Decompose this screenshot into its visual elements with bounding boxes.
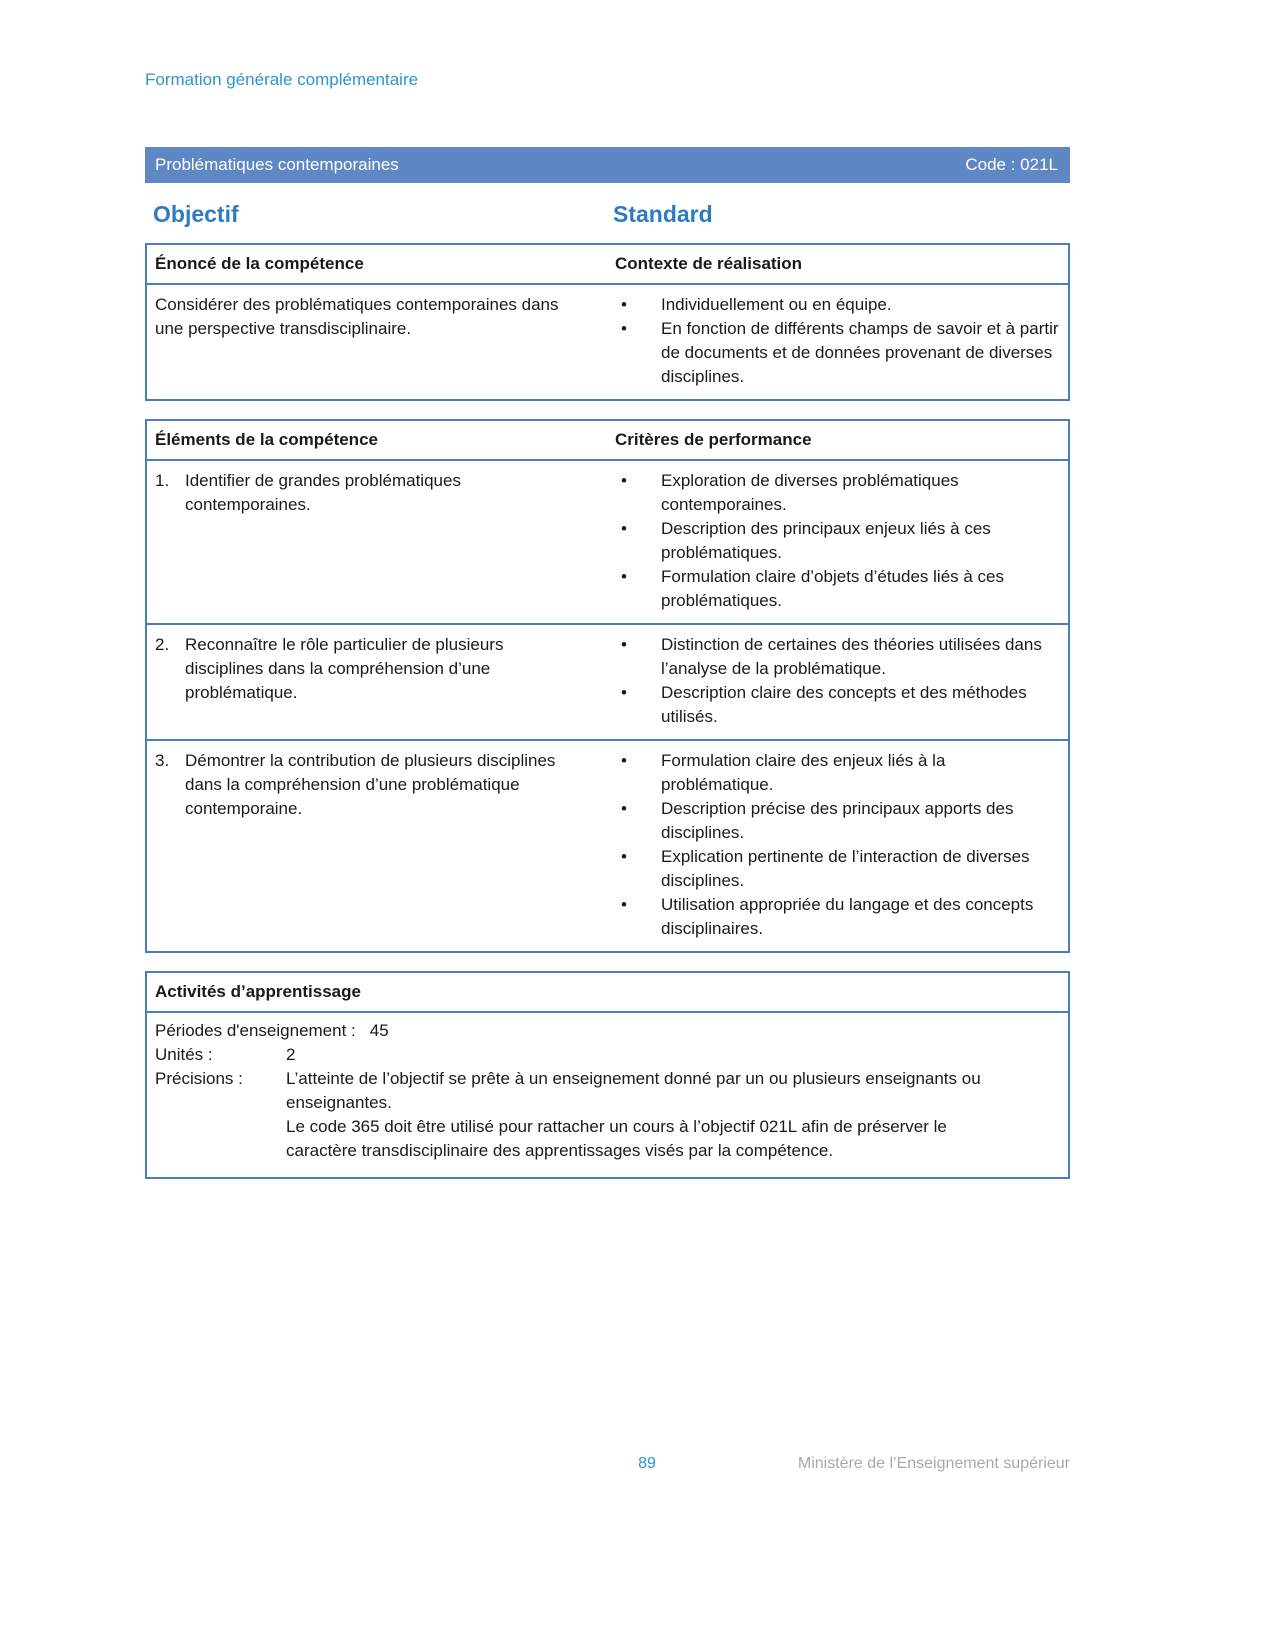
section-headings — [145, 199, 1070, 229]
criteria-cell — [613, 625, 1068, 739]
standard-heading: Standard — [613, 201, 713, 227]
footer-ministry: Ministère de l’Enseignement supérieur — [797, 1455, 1070, 1472]
precisions-paragraph: L’atteinte de l’objectif se prête à un enseignement donné par un ou plusieurs enseignants ou enseignantes. — [286, 1069, 981, 1112]
bullet-item: • Distinction de certaines des théories utilisées dans l’analyse de la problématique. — [615, 633, 1062, 681]
elements-row-2 — [147, 623, 1068, 739]
bullet-item: • Exploration de diverses problématiques contemporaines. — [615, 469, 1062, 517]
units-row — [155, 1043, 1062, 1067]
banner-title: Problématiques contemporaines — [155, 155, 399, 174]
element-cell — [147, 461, 613, 623]
context-cell — [613, 285, 1068, 399]
competence-statement: Considérer des problématiques contemporaines dans une perspective transdisciplinaire. — [155, 295, 559, 338]
activities-body — [147, 1013, 1068, 1177]
criteria-bullet-list — [615, 633, 1062, 729]
item-text: Démontrer la contribution de plusieurs disciplines dans la compréhension d’une problématique contemporaine. — [185, 751, 556, 818]
item-text: Reconnaître le rôle particulier de plusieurs disciplines dans la compréhension d’une problématique. — [185, 635, 504, 702]
bullet-item: • Description claire des concepts et des méthodes utilisés. — [615, 681, 1062, 729]
criteria-bullet-list — [615, 749, 1062, 941]
activities-table — [145, 971, 1070, 1179]
context-bullet-list — [615, 293, 1062, 389]
page-content — [145, 0, 1070, 1179]
precisions-value — [286, 1067, 1062, 1163]
banner-code: Code : 021L — [965, 155, 1058, 174]
bullet-item: • Explication pertinente de l’interaction de diverses disciplines. — [615, 845, 1062, 893]
elements-row-1 — [147, 461, 1068, 623]
bullet-item: • Description précise des principaux apports des disciplines. — [615, 797, 1062, 845]
criteria-bullet-list — [615, 469, 1062, 613]
bullet-item: • Formulation claire d’objets d’études liés à ces problématiques. — [615, 565, 1062, 613]
periods-value: 45 — [369, 1021, 389, 1040]
competence-left-header: Énoncé de la compétence — [155, 254, 364, 273]
bullet-item: • Utilisation appropriée du langage et des concepts disciplinaires. — [615, 893, 1062, 941]
elements-right-header: Critères de performance — [615, 430, 812, 449]
objectif-heading: Objectif — [153, 201, 239, 227]
periods-row — [155, 1019, 1062, 1043]
competence-statement-cell — [147, 285, 613, 399]
precisions-paragraph: Le code 365 doit être utilisé pour rattacher un cours à l’objectif 021L afin de préserver le caractère transdisciplinaire des apprentissages visés par la compétence. — [286, 1117, 947, 1160]
competence-table-header-row — [147, 245, 1068, 285]
bullet-item: • Description des principaux enjeux liés à ces problématiques. — [615, 517, 1062, 565]
breadcrumb: Formation générale complémentaire — [145, 70, 419, 89]
numbered-item — [155, 749, 577, 821]
competence-right-header: Contexte de réalisation — [615, 254, 803, 273]
criteria-cell — [613, 741, 1068, 951]
element-cell — [147, 741, 613, 951]
periods-label: Périodes d'enseignement : — [155, 1021, 356, 1040]
bullet-item: • Formulation claire des enjeux liés à la problématique. — [615, 749, 1062, 797]
bullet-item: • Individuellement ou en équipe. — [615, 293, 1062, 317]
item-number: 1. — [155, 471, 170, 490]
item-number: 3. — [155, 751, 170, 770]
competence-table-body-row — [147, 285, 1068, 399]
bullet-item: • En fonction de différents champs de savoir et à partir de documents et de données provenant de diverses disciplines. — [615, 317, 1062, 389]
page-number: 89 — [638, 1455, 656, 1472]
precisions-label: Précisions : — [155, 1069, 243, 1088]
title-banner — [145, 147, 1070, 183]
criteria-cell — [613, 461, 1068, 623]
numbered-item — [155, 469, 577, 517]
units-label: Unités : — [155, 1045, 213, 1064]
elements-table — [145, 419, 1070, 953]
element-cell — [147, 625, 613, 739]
elements-table-header-row — [147, 421, 1068, 461]
units-value: 2 — [286, 1045, 296, 1064]
activities-header: Activités d’apprentissage — [147, 973, 1068, 1013]
elements-row-3 — [147, 739, 1068, 951]
numbered-item — [155, 633, 577, 705]
precisions-row — [155, 1067, 1062, 1163]
item-text: Identifier de grandes problématiques contemporaines. — [185, 471, 461, 514]
item-number: 2. — [155, 635, 170, 654]
competence-table — [145, 243, 1070, 401]
elements-left-header: Éléments de la compétence — [155, 430, 378, 449]
